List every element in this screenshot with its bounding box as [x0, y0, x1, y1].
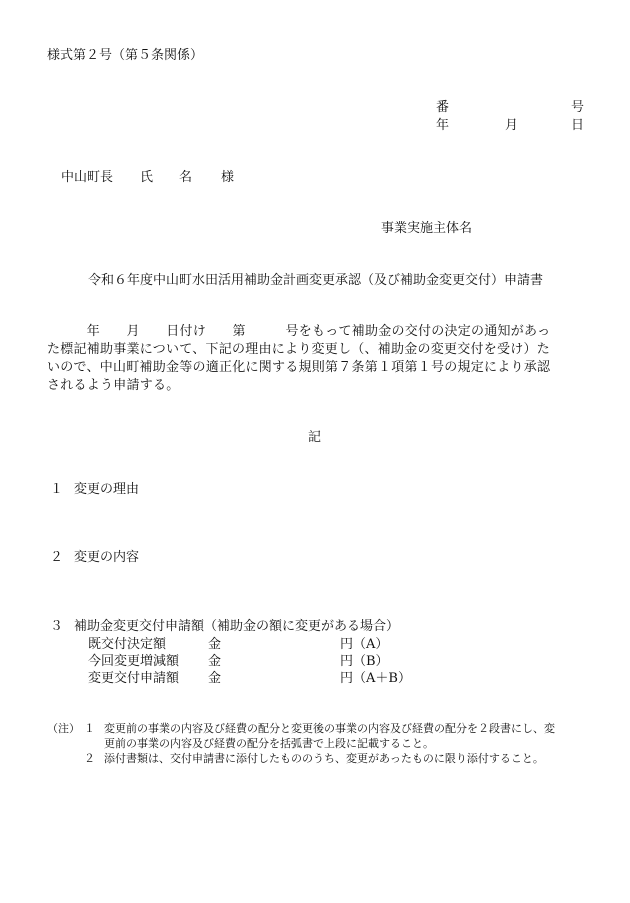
addressee-honorific: 様 — [221, 170, 235, 185]
document-title: 令和６年度中山町水田活用補助金計画変更承認（及び補助金変更交付）申請書 — [88, 273, 544, 288]
year-label: 年 — [436, 118, 450, 133]
body-line: た標記補助事業について、下記の理由により変更し（、補助金の変更交付を受け）た — [47, 342, 550, 357]
amount-kin: 金 — [208, 671, 222, 686]
body-line: いので、中山町補助金等の適正化に関する規則第７条第１項第１号の規定により承認 — [47, 360, 551, 375]
ki-heading: 記 — [308, 430, 322, 445]
section-label: 変更の内容 — [74, 550, 140, 565]
applicant-label: 事業実施主体名 — [381, 221, 473, 236]
addressee-title: 中山町長 — [61, 170, 114, 185]
number-label: 番 — [436, 100, 450, 115]
day-label: 日 — [571, 118, 585, 133]
section-label: 補助金変更交付申請額（補助金の額に変更がある場合） — [74, 619, 400, 634]
note-line: 更前の事業の内容及び経費の配分を括弧書で上段に記載すること。 — [104, 737, 434, 750]
amount-unit: 円（B） — [340, 654, 389, 669]
body-line: されるよう申請する。 — [47, 378, 180, 393]
note-line: 添付書類は、交付申請書に添付したもののうち、変更があったものに限り添付すること。 — [104, 752, 544, 765]
number-suffix: 号 — [571, 100, 585, 115]
amount-label: 変更交付申請額 — [88, 671, 180, 686]
section-number: ３ — [50, 619, 64, 634]
amount-kin: 金 — [208, 637, 222, 652]
note-line: 変更前の事業の内容及び経費の配分と変更後の事業の内容及び経費の配分を２段書にし、変 — [104, 722, 555, 735]
body-line: 年 月 日付け 第 号をもって補助金の交付の決定の通知があっ — [47, 324, 551, 339]
note-number: １ — [84, 722, 95, 735]
section-label: 変更の理由 — [74, 482, 140, 497]
month-label: 月 — [505, 118, 519, 133]
amount-unit: 円（A） — [340, 637, 389, 652]
form-label: 様式第２号（第５条関係） — [47, 48, 204, 63]
note-prefix: （注） — [47, 722, 80, 735]
amount-label: 今回変更増減額 — [88, 654, 180, 669]
note-number: ２ — [84, 752, 95, 765]
amount-unit: 円（A＋B） — [340, 671, 411, 686]
amount-kin: 金 — [208, 654, 222, 669]
section-number: １ — [50, 482, 64, 497]
amount-label: 既交付決定額 — [88, 637, 167, 652]
addressee-name: 氏 名 — [140, 170, 193, 185]
section-number: ２ — [50, 550, 64, 565]
